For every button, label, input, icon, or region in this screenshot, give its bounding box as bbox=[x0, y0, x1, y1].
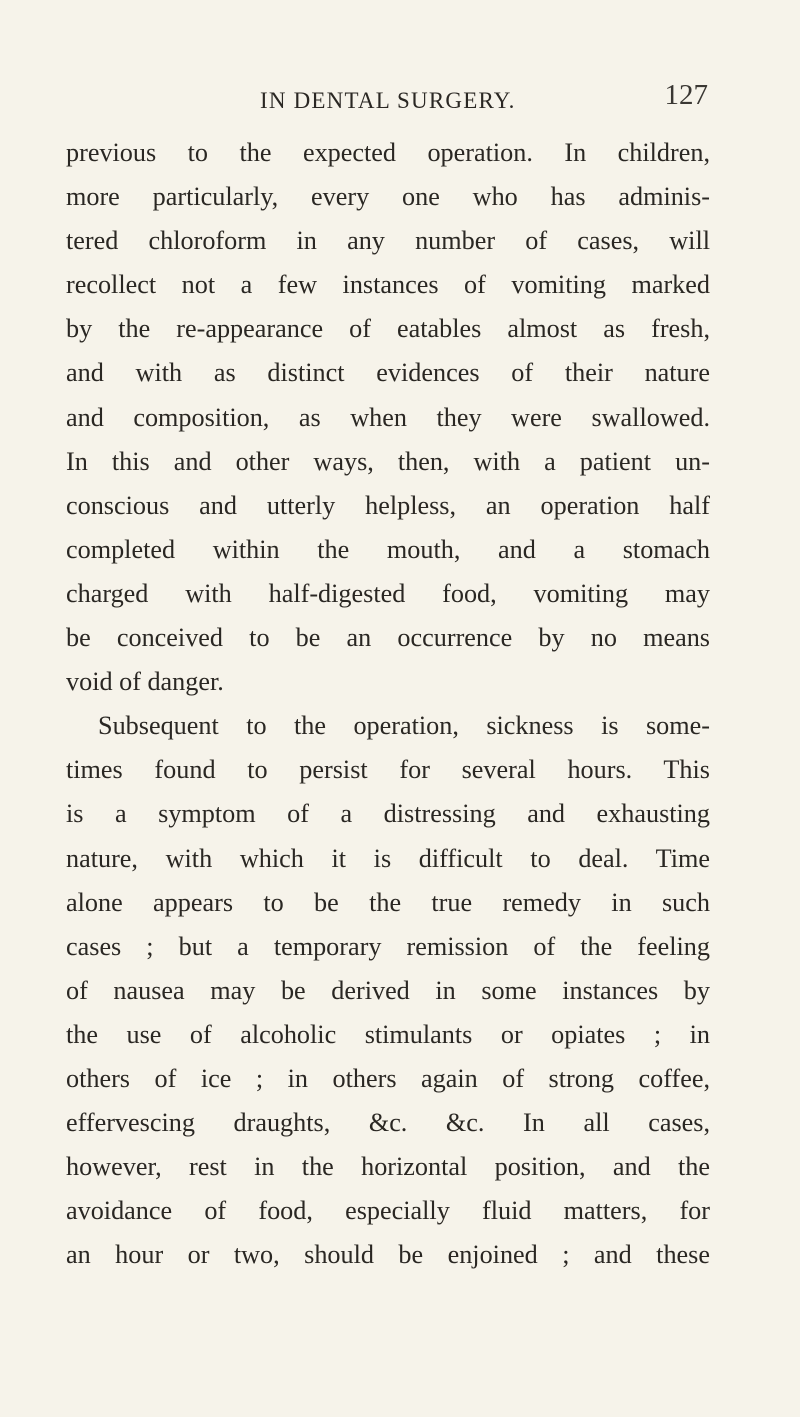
text-line: Subsequent to the operation, sickness is some- bbox=[98, 711, 710, 741]
text-line: previous to the expected operation. In children, bbox=[66, 138, 710, 167]
text-line: avoidance of food, especially fluid matters, for bbox=[66, 1196, 710, 1226]
text-line: recollect not a few instances of vomiting marked bbox=[66, 270, 710, 300]
text-line: charged with half-digested food, vomiting may bbox=[66, 578, 710, 608]
text-line: is a symptom of a distressing and exhausting bbox=[66, 799, 710, 829]
text-line: tered chloroform in any number of cases, will bbox=[66, 226, 710, 256]
text-line: and with as distinct evidences of their nature bbox=[66, 358, 710, 388]
text-line: times found to persist for several hours. This bbox=[66, 755, 710, 785]
text-line: the use of alcoholic stimulants or opiates ; in bbox=[66, 1019, 710, 1049]
text-line: however, rest in the horizontal position, and the bbox=[66, 1152, 710, 1182]
text-line: and composition, as when they were swallowed. bbox=[66, 402, 710, 432]
text-line: by the re-appearance of eatables almost as fresh, bbox=[66, 314, 710, 344]
text-line: void of danger. bbox=[66, 667, 224, 697]
text-line: more particularly, every one who has adminis- bbox=[66, 182, 710, 212]
running-title: IN DENTAL SURGERY. bbox=[260, 88, 516, 113]
text-line: In this and other ways, then, with a patient un- bbox=[66, 446, 710, 476]
text-line: nature, with which it is difficult to deal. Time bbox=[66, 843, 710, 873]
text-line: effervescing draughts, &c. &c. In all cases, bbox=[66, 1108, 710, 1138]
text-line: cases ; but a temporary remission of the feeling bbox=[66, 931, 710, 961]
page-number: 127 bbox=[664, 79, 708, 111]
body-text bbox=[66, 131, 710, 1277]
text-line: completed within the mouth, and a stomach bbox=[66, 534, 710, 564]
text-line: an hour or two, should be enjoined ; and these bbox=[66, 1240, 710, 1270]
running-head bbox=[66, 79, 710, 116]
text-line: be conceived to be an occurrence by no means bbox=[66, 623, 710, 653]
text-line: conscious and utterly helpless, an operation half bbox=[66, 490, 710, 520]
text-line: alone appears to be the true remedy in such bbox=[66, 887, 710, 917]
text-line: others of ice ; in others again of strong coffee, bbox=[66, 1063, 710, 1093]
text-line: of nausea may be derived in some instances by bbox=[66, 975, 710, 1005]
